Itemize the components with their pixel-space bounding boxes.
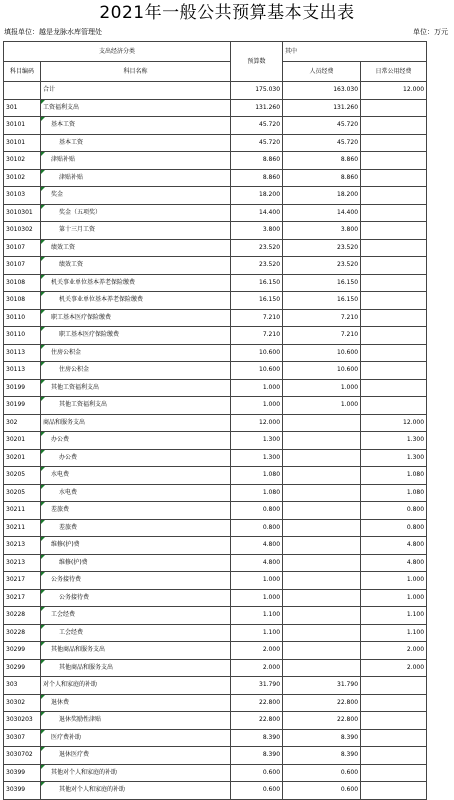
cell-marker-icon — [41, 432, 45, 436]
row-personnel: 10.600 — [283, 362, 361, 380]
row-code: 30217 — [4, 589, 41, 607]
row-personnel — [283, 502, 361, 520]
cell-marker-icon — [41, 275, 45, 279]
row-budget: 18.200 — [231, 187, 283, 205]
row-name: 第十三月工资 — [41, 222, 231, 240]
row-name: 其他工资福利支出 — [41, 397, 231, 415]
row-code: 30199 — [4, 379, 41, 397]
row-name: 其他商品和服务支出 — [41, 642, 231, 660]
cell-marker-icon — [41, 327, 45, 331]
table-row — [4, 379, 427, 397]
cell-marker-icon — [41, 240, 45, 244]
cell-marker-icon — [41, 397, 45, 401]
row-budget: 8.860 — [231, 152, 283, 170]
row-public: 1.080 — [361, 467, 427, 485]
row-code: 30110 — [4, 309, 41, 327]
row-personnel: 3.800 — [283, 222, 361, 240]
row-public: 1.000 — [361, 589, 427, 607]
cell-marker-icon — [41, 485, 45, 489]
row-personnel — [283, 484, 361, 502]
row-public: 1.080 — [361, 484, 427, 502]
cell-marker-icon — [41, 765, 45, 769]
table-row — [4, 659, 427, 677]
row-name: 退休奖励性津贴 — [41, 712, 231, 730]
cell-marker-icon — [41, 362, 45, 366]
row-budget: 1.000 — [231, 397, 283, 415]
row-budget: 22.800 — [231, 694, 283, 712]
table-row — [4, 449, 427, 467]
row-code: 30108 — [4, 292, 41, 310]
row-budget: 175.030 — [231, 82, 283, 100]
header-budget: 预算数 — [231, 42, 283, 82]
header-sub-group: 其中 — [283, 42, 427, 62]
row-personnel: 16.150 — [283, 274, 361, 292]
row-budget: 14.400 — [231, 204, 283, 222]
row-personnel: 7.210 — [283, 327, 361, 345]
table-row — [4, 134, 427, 152]
row-public — [361, 729, 427, 747]
table-row — [4, 764, 427, 782]
row-personnel: 8.860 — [283, 152, 361, 170]
row-personnel: 16.150 — [283, 292, 361, 310]
row-budget: 0.600 — [231, 764, 283, 782]
table-row — [4, 82, 427, 100]
row-code: 30113 — [4, 344, 41, 362]
row-code: 30101 — [4, 134, 41, 152]
cell-marker-icon — [41, 450, 45, 454]
row-budget: 31.790 — [231, 677, 283, 695]
table-row — [4, 257, 427, 275]
row-personnel: 45.720 — [283, 117, 361, 135]
cell-marker-icon — [41, 380, 45, 384]
budget-table — [3, 41, 427, 800]
table-row — [4, 694, 427, 712]
row-personnel: 0.600 — [283, 764, 361, 782]
row-personnel — [283, 537, 361, 555]
row-public — [361, 712, 427, 730]
table-row — [4, 519, 427, 537]
row-public: 1.100 — [361, 607, 427, 625]
cell-marker-icon — [41, 625, 45, 629]
row-public — [361, 327, 427, 345]
row-public — [361, 344, 427, 362]
row-name: 商品和服务支出 — [41, 414, 231, 432]
row-public — [361, 694, 427, 712]
table-row — [4, 152, 427, 170]
cell-marker-icon — [41, 100, 45, 104]
cell-marker-icon — [41, 660, 45, 664]
row-budget: 1.100 — [231, 607, 283, 625]
row-budget: 1.300 — [231, 432, 283, 450]
row-public — [361, 239, 427, 257]
table-row — [4, 729, 427, 747]
row-name: 维修(护)费 — [41, 537, 231, 555]
row-name: 医疗费补助 — [41, 729, 231, 747]
row-name: 职工基本医疗保险缴费 — [41, 309, 231, 327]
row-public — [361, 677, 427, 695]
row-personnel: 163.030 — [283, 82, 361, 100]
row-name: 水电费 — [41, 467, 231, 485]
row-budget: 1.080 — [231, 484, 283, 502]
table-row — [4, 397, 427, 415]
row-code: 30101 — [4, 117, 41, 135]
row-budget: 23.520 — [231, 257, 283, 275]
row-public — [361, 222, 427, 240]
row-name: 公务接待费 — [41, 572, 231, 590]
row-name: 基本工资 — [41, 117, 231, 135]
row-code: 30299 — [4, 642, 41, 660]
table-row — [4, 274, 427, 292]
row-public: 2.000 — [361, 642, 427, 660]
row-public: 1.000 — [361, 572, 427, 590]
row-public — [361, 747, 427, 765]
cell-marker-icon — [41, 117, 45, 121]
row-name: 机关事业单位基本养老保险缴费 — [41, 292, 231, 310]
table-row — [4, 239, 427, 257]
row-budget: 131.260 — [231, 99, 283, 117]
row-name: 差旅费 — [41, 519, 231, 537]
row-personnel — [283, 607, 361, 625]
cell-marker-icon — [41, 730, 45, 734]
row-code: 3030702 — [4, 747, 41, 765]
row-code: 30302 — [4, 694, 41, 712]
row-name: 工会经费 — [41, 624, 231, 642]
row-public — [361, 134, 427, 152]
row-budget: 8.860 — [231, 169, 283, 187]
table-row — [4, 624, 427, 642]
row-budget: 12.000 — [231, 414, 283, 432]
cell-marker-icon — [41, 572, 45, 576]
row-code: 30299 — [4, 659, 41, 677]
row-personnel — [283, 449, 361, 467]
row-personnel — [283, 467, 361, 485]
currency-unit: 单位：万元 — [413, 28, 448, 36]
row-personnel: 1.000 — [283, 379, 361, 397]
row-personnel: 18.200 — [283, 187, 361, 205]
row-public: 1.300 — [361, 432, 427, 450]
table-row — [4, 747, 427, 765]
table-row — [4, 467, 427, 485]
table-row — [4, 222, 427, 240]
row-name: 退休费 — [41, 694, 231, 712]
row-budget: 7.210 — [231, 309, 283, 327]
row-budget: 2.000 — [231, 659, 283, 677]
row-public — [361, 187, 427, 205]
row-public — [361, 362, 427, 380]
row-name: 其他对个人和家庭的补助 — [41, 782, 231, 800]
row-name: 绩效工资 — [41, 257, 231, 275]
row-code: 30205 — [4, 484, 41, 502]
row-name: 对个人和家庭的补助 — [41, 677, 231, 695]
row-public — [361, 257, 427, 275]
cell-marker-icon — [41, 467, 45, 471]
cell-marker-icon — [41, 292, 45, 296]
row-public: 0.800 — [361, 502, 427, 520]
row-code: 30213 — [4, 554, 41, 572]
cell-marker-icon — [41, 520, 45, 524]
cell-marker-icon — [41, 345, 45, 349]
row-personnel: 22.800 — [283, 712, 361, 730]
row-personnel: 14.400 — [283, 204, 361, 222]
cell-marker-icon — [41, 537, 45, 541]
table-row — [4, 414, 427, 432]
cell-marker-icon — [41, 555, 45, 559]
row-name: 水电费 — [41, 484, 231, 502]
row-code: 30307 — [4, 729, 41, 747]
row-budget: 45.720 — [231, 117, 283, 135]
row-personnel: 8.860 — [283, 169, 361, 187]
row-code: 30228 — [4, 607, 41, 625]
header-code: 科目编码 — [4, 62, 41, 82]
row-budget: 0.600 — [231, 782, 283, 800]
row-code: 30110 — [4, 327, 41, 345]
row-personnel: 8.390 — [283, 747, 361, 765]
header-public: 日常公用经费 — [361, 62, 427, 82]
row-personnel — [283, 624, 361, 642]
row-personnel: 10.600 — [283, 344, 361, 362]
row-budget: 10.600 — [231, 362, 283, 380]
row-personnel: 8.390 — [283, 729, 361, 747]
table-row — [4, 642, 427, 660]
row-budget: 8.390 — [231, 729, 283, 747]
row-budget: 1.100 — [231, 624, 283, 642]
row-personnel — [283, 659, 361, 677]
cell-marker-icon — [41, 712, 45, 716]
row-public: 1.300 — [361, 449, 427, 467]
row-personnel: 7.210 — [283, 309, 361, 327]
row-personnel: 23.520 — [283, 257, 361, 275]
cell-marker-icon — [41, 257, 45, 261]
row-budget: 1.000 — [231, 379, 283, 397]
row-public — [361, 204, 427, 222]
row-code — [4, 82, 41, 100]
row-budget: 1.080 — [231, 467, 283, 485]
row-code: 30211 — [4, 502, 41, 520]
row-personnel — [283, 414, 361, 432]
cell-marker-icon — [41, 502, 45, 506]
row-name: 办公费 — [41, 432, 231, 450]
row-code: 303 — [4, 677, 41, 695]
row-code: 30228 — [4, 624, 41, 642]
row-code: 301 — [4, 99, 41, 117]
row-personnel: 131.260 — [283, 99, 361, 117]
row-budget: 22.800 — [231, 712, 283, 730]
row-personnel: 22.800 — [283, 694, 361, 712]
row-code: 30217 — [4, 572, 41, 590]
row-code: 30201 — [4, 449, 41, 467]
page-title: 2021年一般公共预算基本支出表 — [99, 3, 355, 23]
row-code: 30102 — [4, 152, 41, 170]
row-budget: 16.150 — [231, 292, 283, 310]
row-budget: 1.000 — [231, 589, 283, 607]
table-row — [4, 712, 427, 730]
row-public — [361, 169, 427, 187]
table-row — [4, 572, 427, 590]
row-public: 12.000 — [361, 414, 427, 432]
row-code: 30199 — [4, 397, 41, 415]
row-public: 4.800 — [361, 537, 427, 555]
row-name: 住房公积金 — [41, 344, 231, 362]
cell-marker-icon — [41, 642, 45, 646]
cell-marker-icon — [41, 695, 45, 699]
row-code: 30102 — [4, 169, 41, 187]
row-budget: 1.000 — [231, 572, 283, 590]
row-budget: 1.300 — [231, 449, 283, 467]
row-name: 其他对个人和家庭的补助 — [41, 764, 231, 782]
cell-marker-icon — [41, 170, 45, 174]
cell-marker-icon — [41, 747, 45, 751]
row-name: 津贴补贴 — [41, 152, 231, 170]
table-row — [4, 187, 427, 205]
row-public — [361, 309, 427, 327]
row-name: 工资福利支出 — [41, 99, 231, 117]
row-personnel: 0.600 — [283, 782, 361, 800]
table-row — [4, 554, 427, 572]
row-personnel: 31.790 — [283, 677, 361, 695]
table-row — [4, 607, 427, 625]
row-code: 302 — [4, 414, 41, 432]
row-public: 12.000 — [361, 82, 427, 100]
row-budget: 4.800 — [231, 537, 283, 555]
table-row — [4, 327, 427, 345]
row-code: 30107 — [4, 239, 41, 257]
cell-marker-icon — [41, 607, 45, 611]
row-name: 办公费 — [41, 449, 231, 467]
row-code: 3010301 — [4, 204, 41, 222]
row-code: 30399 — [4, 764, 41, 782]
row-code: 30205 — [4, 467, 41, 485]
header-row-2 — [4, 62, 427, 82]
row-name: 退休医疗费 — [41, 747, 231, 765]
row-code: 3030203 — [4, 712, 41, 730]
row-code: 30107 — [4, 257, 41, 275]
row-budget: 7.210 — [231, 327, 283, 345]
cell-marker-icon — [41, 187, 45, 191]
row-public — [361, 274, 427, 292]
table-body — [4, 82, 427, 800]
row-public — [361, 152, 427, 170]
row-code: 30108 — [4, 274, 41, 292]
table-row — [4, 292, 427, 310]
row-personnel — [283, 432, 361, 450]
table-row — [4, 309, 427, 327]
row-code: 30113 — [4, 362, 41, 380]
row-name: 机关事业单位基本养老保险缴费 — [41, 274, 231, 292]
table-row — [4, 677, 427, 695]
table-row — [4, 99, 427, 117]
row-public: 0.800 — [361, 519, 427, 537]
row-code: 30211 — [4, 519, 41, 537]
row-code: 30201 — [4, 432, 41, 450]
row-name: 维修(护)费 — [41, 554, 231, 572]
row-personnel — [283, 589, 361, 607]
row-name: 其他工资福利支出 — [41, 379, 231, 397]
row-name: 住房公积金 — [41, 362, 231, 380]
header-personnel: 人员经费 — [283, 62, 361, 82]
row-public — [361, 782, 427, 800]
row-budget: 23.520 — [231, 239, 283, 257]
row-name: 其他商品和服务支出 — [41, 659, 231, 677]
row-budget: 4.800 — [231, 554, 283, 572]
row-code: 30103 — [4, 187, 41, 205]
table-row — [4, 502, 427, 520]
row-budget: 45.720 — [231, 134, 283, 152]
row-budget: 0.800 — [231, 502, 283, 520]
table-row — [4, 169, 427, 187]
row-public — [361, 764, 427, 782]
row-personnel — [283, 519, 361, 537]
table-row — [4, 782, 427, 800]
row-public — [361, 117, 427, 135]
cell-marker-icon — [41, 205, 45, 209]
row-name: 职工基本医疗保险缴费 — [41, 327, 231, 345]
cell-marker-icon — [41, 152, 45, 156]
row-code: 30213 — [4, 537, 41, 555]
row-budget: 0.800 — [231, 519, 283, 537]
table-row — [4, 484, 427, 502]
row-public — [361, 99, 427, 117]
reporting-unit: 填报单位：越是龙脉水库管理处 — [4, 28, 102, 36]
row-public: 4.800 — [361, 554, 427, 572]
table-row — [4, 589, 427, 607]
row-budget: 8.390 — [231, 747, 283, 765]
row-name: 差旅费 — [41, 502, 231, 520]
row-name: 工会经费 — [41, 607, 231, 625]
row-name: 津贴补贴 — [41, 169, 231, 187]
header-name: 科目名称 — [41, 62, 231, 82]
header-row-1 — [4, 42, 427, 62]
row-personnel — [283, 554, 361, 572]
row-budget: 10.600 — [231, 344, 283, 362]
table-row — [4, 117, 427, 135]
row-personnel: 45.720 — [283, 134, 361, 152]
row-budget: 16.150 — [231, 274, 283, 292]
table-row — [4, 537, 427, 555]
row-budget: 3.800 — [231, 222, 283, 240]
cell-marker-icon — [41, 590, 45, 594]
table-row — [4, 362, 427, 380]
row-name: 合计 — [41, 82, 231, 100]
row-public — [361, 379, 427, 397]
row-public: 1.100 — [361, 624, 427, 642]
cell-marker-icon — [41, 310, 45, 314]
row-personnel: 23.520 — [283, 239, 361, 257]
row-code: 3010302 — [4, 222, 41, 240]
row-public — [361, 292, 427, 310]
table-row — [4, 344, 427, 362]
row-name: 绩效工资 — [41, 239, 231, 257]
row-name: 奖金 — [41, 187, 231, 205]
table-row — [4, 204, 427, 222]
row-budget: 2.000 — [231, 642, 283, 660]
table-row — [4, 432, 427, 450]
cell-marker-icon — [41, 782, 45, 786]
header-class-group: 支出经济分类 — [4, 42, 231, 62]
row-public: 2.000 — [361, 659, 427, 677]
row-name: 奖金（五项奖） — [41, 204, 231, 222]
row-personnel — [283, 642, 361, 660]
row-name: 公务接待费 — [41, 589, 231, 607]
row-public — [361, 397, 427, 415]
row-name: 基本工资 — [41, 134, 231, 152]
row-code: 30399 — [4, 782, 41, 800]
row-personnel: 1.000 — [283, 397, 361, 415]
row-personnel — [283, 572, 361, 590]
